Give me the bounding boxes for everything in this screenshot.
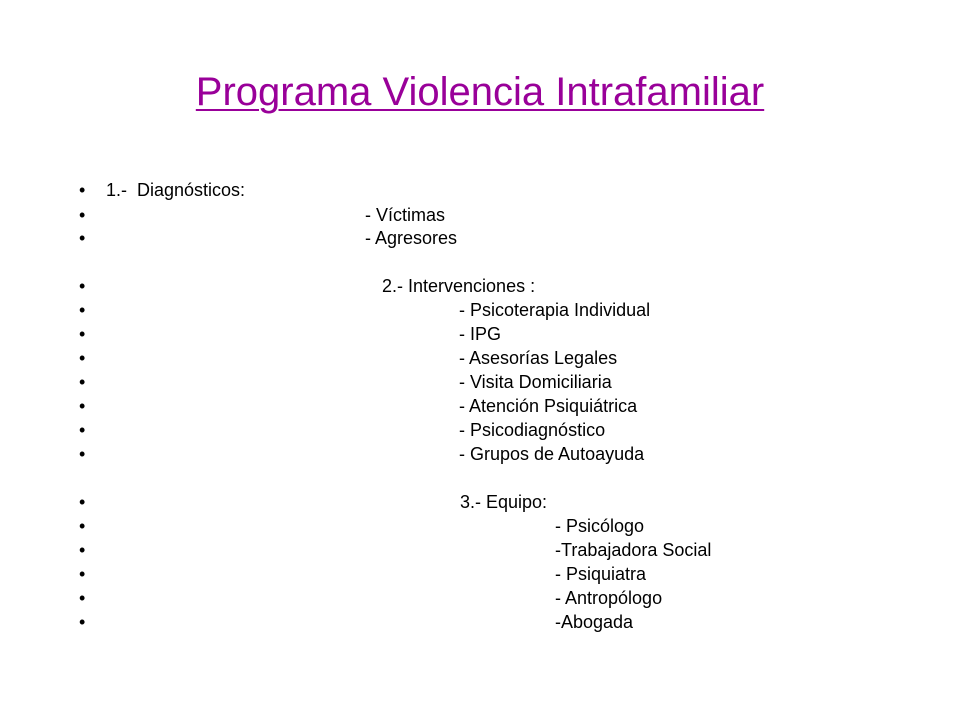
bullet-icon: • [79, 348, 86, 368]
bullet-icon: • [79, 324, 86, 344]
bullet-item-psicodiagnostico [0, 418, 960, 442]
bullet-item-psicologo [0, 514, 960, 538]
bullet-text: - IPG [459, 324, 502, 344]
bullet-icon: • [79, 180, 86, 200]
bullet-icon: • [79, 205, 86, 225]
bullet-text: 3.- Equipo: [460, 492, 548, 512]
bullet-icon: • [79, 276, 86, 296]
bullet-item-intervenciones [0, 274, 960, 298]
bullet-text: - Antropólogo [555, 588, 663, 608]
bullet-icon: • [79, 300, 86, 320]
bullet-text: - Asesorías Legales [459, 348, 618, 368]
bullet-text: - Psicoterapia Individual [459, 300, 651, 320]
bullet-icon: • [79, 444, 86, 464]
bullet-item-trabajadora [0, 538, 960, 562]
bullet-icon: • [79, 564, 86, 584]
bullet-text: -Abogada [555, 612, 634, 632]
bullet-icon: • [79, 492, 86, 512]
bullet-item-abogada [0, 610, 960, 634]
bullet-item-equipo [0, 490, 960, 514]
bullet-item-grupos [0, 442, 960, 466]
bullet-item-agresores [0, 226, 960, 250]
bullet-item-antropologo [0, 586, 960, 610]
bullet-item-visita [0, 370, 960, 394]
bullet-icon: • [79, 588, 86, 608]
bullet-text: - Víctimas [365, 205, 446, 225]
bullet-text: - Psicólogo [555, 516, 645, 536]
bullet-item-diagnosticos [0, 178, 960, 202]
bullet-item-victimas [0, 203, 960, 227]
bullet-text: - Atención Psiquiátrica [459, 396, 638, 416]
bullet-item-psiquiatra [0, 562, 960, 586]
bullet-text: - Psicodiagnóstico [459, 420, 606, 440]
slide-title [0, 64, 960, 120]
bullet-text: - Grupos de Autoayuda [459, 444, 645, 464]
bullet-text: -Trabajadora Social [555, 540, 712, 560]
bullet-icon: • [79, 228, 86, 248]
bullet-text: - Psiquiatra [555, 564, 647, 584]
bullet-icon: • [79, 372, 86, 392]
bullet-icon: • [79, 420, 86, 440]
bullet-item-psicoterapia [0, 298, 960, 322]
bullet-item-asesorias [0, 346, 960, 370]
slide-title-link[interactable]: Programa Violencia Intrafamiliar [195, 70, 765, 114]
bullet-icon: • [79, 396, 86, 416]
bullet-text: 1.- Diagnósticos: [106, 180, 246, 200]
bullet-text: - Visita Domiciliaria [459, 372, 612, 392]
bullet-icon: • [79, 540, 86, 560]
bullet-text: - Agresores [365, 228, 458, 248]
bullet-icon: • [79, 516, 86, 536]
bullet-item-atencion [0, 394, 960, 418]
bullet-text: 2.- Intervenciones : [382, 276, 536, 296]
bullet-item-ipg [0, 322, 960, 346]
bullet-icon: • [79, 612, 86, 632]
